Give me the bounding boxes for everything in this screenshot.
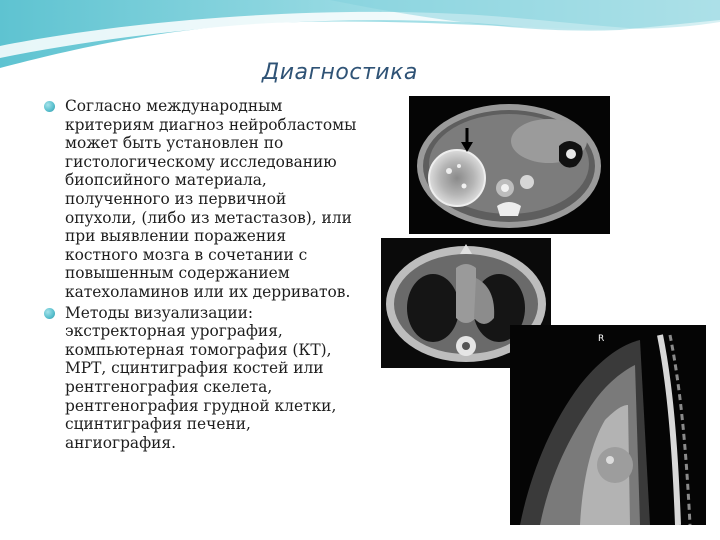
bullet-line: костного мозга в сочетании с	[65, 245, 308, 264]
bullet-line: ангиография.	[65, 433, 177, 452]
bullet-diagnosis-criteria	[44, 97, 389, 302]
bullet-dot-icon	[44, 308, 55, 319]
bullet-line: рентгенография скелета,	[65, 377, 273, 396]
slide-title: Диагностика	[262, 60, 418, 85]
bullet-line: экстректорная урография,	[65, 322, 283, 341]
bullet-line: компьютерная томография (КТ),	[65, 340, 332, 359]
bullet-line: гистологическому исследованию	[65, 152, 337, 171]
bullet-list	[44, 97, 389, 452]
bullet-line: катехоламинов или их дерриватов.	[65, 282, 351, 301]
bullet-line: критериям диагноз нейробластомы	[65, 115, 357, 134]
bullet-line: при выявлении поражения	[65, 227, 287, 246]
bullet-line: Согласно международным	[65, 97, 283, 115]
ct-abdomen-scan-icon	[409, 96, 610, 234]
bullet-line: повышенным содержанием	[65, 264, 290, 283]
mri-orientation-label: R	[598, 334, 605, 344]
bullet-line: сцинтиграфия печени,	[65, 415, 251, 434]
mri-sagittal-scan-icon	[510, 325, 706, 525]
bullet-line: МРТ, сцинтиграфия костей или	[65, 359, 324, 378]
bullet-line: биопсийного материала,	[65, 171, 267, 190]
bullet-imaging-methods	[44, 304, 389, 453]
bullet-line: опухоли, (либо из метастазов), или	[65, 208, 352, 227]
bullet-line: полученного из первичной	[65, 189, 287, 208]
bullet-line: рентгенография грудной клетки,	[65, 396, 337, 415]
bullet-dot-icon	[44, 101, 55, 112]
bullet-line: Методы визуализации:	[65, 303, 254, 322]
bullet-line: может быть установлен по	[65, 134, 284, 153]
